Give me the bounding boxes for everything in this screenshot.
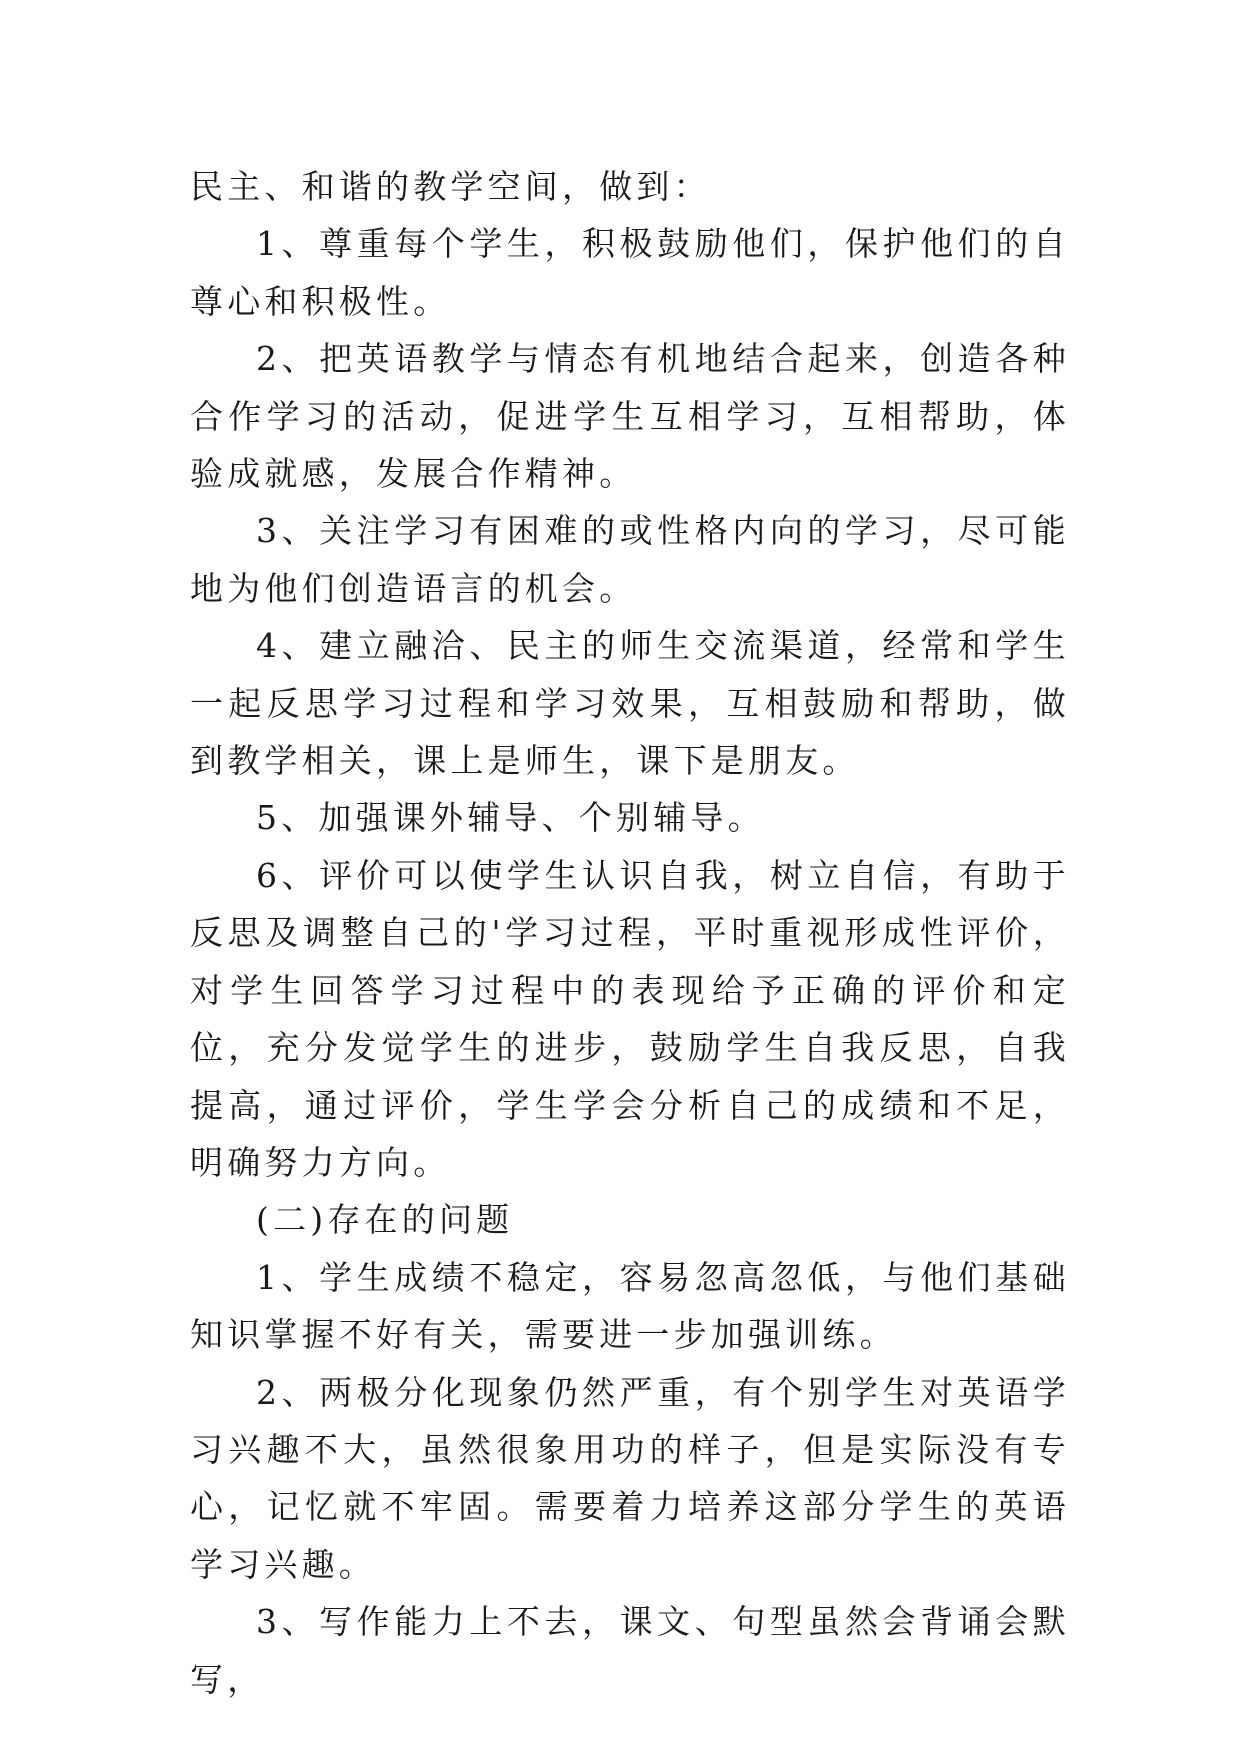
paragraph: 5、加强课外辅导、个别辅导。 (256, 798, 765, 838)
paragraph: 民主、和谐的教学空间，做到： (190, 167, 711, 206)
paragraph: 2、把英语教学与情态有机地结合起来，创造各种合作学习的活动，促进学生互相学习，互相帮助，体验成就感，发展合作精神。 (190, 339, 1070, 494)
paragraph: 2、两极分化现象仍然严重，有个别学生对英语学习兴趣不大，虽然很象用功的样子，但是实际没有专心，记忆就不牢固。需要着力培养这部分学生的英语学习兴趣。 (190, 1372, 1070, 1584)
paragraph: 3、关注学习有困难的或性格内向的学习，尽可能地为他们创造语言的机会。 (190, 511, 1070, 608)
section-heading: (二)存在的问题 (256, 1200, 514, 1240)
paragraph: 6、评价可以使学生认识自我，树立自信，有助于反思及调整自己的'学习过程，平时重视形成性评价，对学生回答学习过程中的表现给予正确的评价和定位，充分发觉学生的进步，鼓励学生自我反思，自我提高，通过评价，学生学会分析自己的成绩和不足，明确努力方向。 (190, 855, 1070, 1182)
paragraph: 3、写作能力上不去，课文、句型虽然会背诵会默写， (190, 1602, 1070, 1699)
document-body (190, 158, 1070, 1708)
paragraph: 1、学生成绩不稳定，容易忽高忽低，与他们基础知识掌握不好有关，需要进一步加强训练。 (190, 1257, 1070, 1355)
paragraph: 4、建立融洽、民主的师生交流渠道，经常和学生一起反思学习过程和学习效果，互相鼓励和帮助，做到教学相关，课上是师生，课下是朋友。 (190, 626, 1070, 781)
paragraph: 1、尊重每个学生，积极鼓励他们，保护他们的自尊心和积极性。 (190, 224, 1070, 321)
